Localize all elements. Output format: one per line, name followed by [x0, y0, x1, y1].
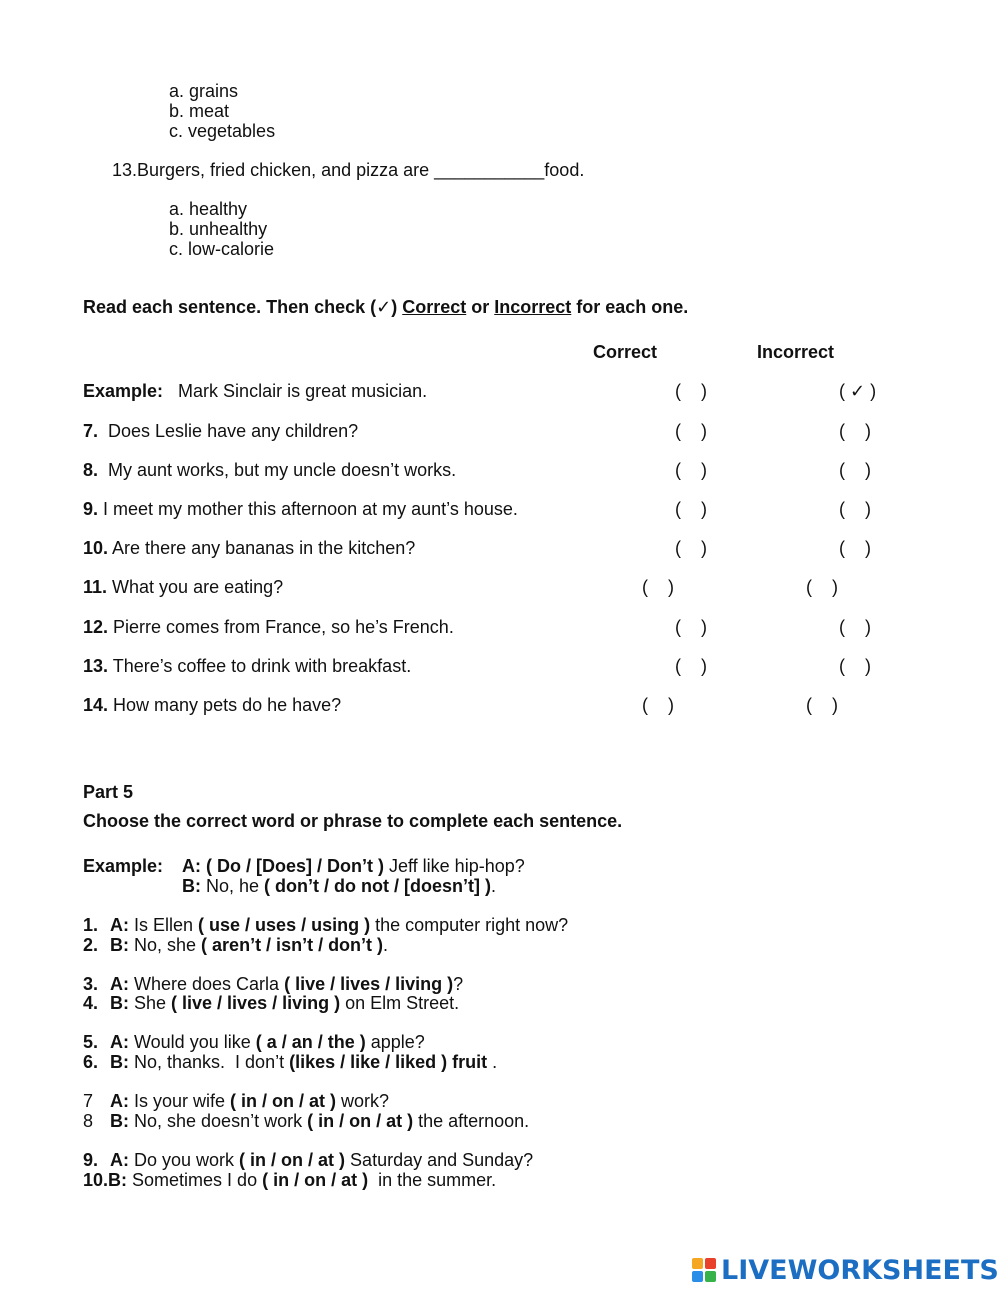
item-number: 3. — [83, 974, 99, 994]
speaker: A: — [110, 1091, 129, 1111]
logo-text: LIVEWORKSHEETS — [721, 1254, 999, 1286]
line-pre: Is your wife — [129, 1091, 231, 1111]
line-post: on Elm Street. — [340, 993, 460, 1013]
line-post: work? — [336, 1091, 390, 1111]
row-sentence: Pierre comes from France, so he’s French. — [108, 617, 454, 637]
choices[interactable]: ( in / on / at ) — [262, 1170, 369, 1190]
item-number: 4. — [83, 993, 99, 1013]
row-number: 14. — [83, 695, 109, 715]
q12-option-c: c. vegetables — [169, 121, 276, 141]
line-rest: . — [491, 876, 497, 896]
item-number: 9. — [83, 1150, 99, 1170]
q12-option-b: b. meat — [169, 101, 230, 121]
instruction-post: for each one. — [571, 297, 689, 317]
q12-option-a: a. grains — [169, 81, 239, 101]
check-row — [83, 421, 358, 441]
row-number: 7. — [83, 421, 99, 441]
incorrect-checkbox[interactable]: ( ) — [839, 538, 871, 558]
row-number: 11. — [83, 577, 108, 597]
choices[interactable]: ( in / on / at ) — [239, 1150, 346, 1170]
correct-checkbox[interactable]: ( ) — [675, 421, 707, 441]
incorrect-checkbox[interactable]: ( ✓ ) — [839, 381, 877, 401]
line-post: in the summer. — [368, 1170, 497, 1190]
speaker: B: — [110, 935, 129, 955]
dialogue-line — [83, 974, 463, 994]
speaker: B: — [182, 876, 201, 896]
choices[interactable]: ( in / on / at ) — [230, 1091, 337, 1111]
row-sentence: My aunt works, but my uncle doesn’t works. — [98, 460, 457, 480]
incorrect-checkbox[interactable]: ( ) — [839, 656, 871, 676]
line-pre: Where does Carla — [129, 974, 285, 994]
choices[interactable]: ( live / lives / living ) — [284, 974, 454, 994]
check-row — [83, 381, 427, 401]
row-number: 12. — [83, 617, 109, 637]
q13-option-a: a. healthy — [169, 199, 248, 219]
speaker: B: — [108, 1170, 128, 1190]
row-number: 13. — [83, 656, 109, 676]
line-post: . — [383, 935, 389, 955]
dialogue-line — [83, 1052, 497, 1072]
row-number: 8. — [83, 460, 99, 480]
q13-option-b: b. unhealthy — [169, 219, 268, 239]
check-row — [83, 695, 341, 715]
incorrect-checkbox[interactable]: ( ) — [839, 421, 871, 441]
instruction-pre: Read each sentence. Then check (✓) — [83, 297, 403, 317]
dialogue-line — [83, 1111, 529, 1131]
dialogue-line — [83, 915, 568, 935]
line-rest: Jeff like hip-hop? — [383, 856, 525, 876]
choices: ( Do / [Does] / Don’t ) — [201, 856, 384, 876]
choices[interactable]: ( aren’t / isn’t / don’t ) — [201, 935, 384, 955]
speaker: A: — [182, 856, 201, 876]
line-pre: Do you work — [129, 1150, 240, 1170]
speaker: A: — [110, 974, 129, 994]
incorrect-checkbox[interactable]: ( ) — [839, 617, 871, 637]
incorrect-checkbox[interactable]: ( ) — [839, 499, 871, 519]
logo-squares-icon — [692, 1258, 716, 1282]
part5-instruction: Choose the correct word or phrase to complete each sentence. — [83, 811, 623, 831]
choices[interactable]: ( a / an / the ) — [255, 1032, 366, 1052]
liveworksheets-logo — [692, 1255, 999, 1285]
line-pre: She — [129, 993, 172, 1013]
row-sentence: Does Leslie have any children? — [98, 421, 359, 441]
incorrect-checkbox[interactable]: ( ) — [806, 577, 838, 597]
line-post: ? — [453, 974, 464, 994]
column-header-incorrect: Incorrect — [757, 342, 835, 362]
correct-checkbox[interactable]: ( ) — [675, 499, 707, 519]
speaker: A: — [110, 915, 129, 935]
example-line-a — [182, 856, 525, 876]
line-pre: Would you like — [129, 1032, 256, 1052]
speaker: A: — [110, 1032, 129, 1052]
q13-question — [112, 160, 584, 180]
correct-checkbox[interactable]: ( ) — [675, 381, 707, 401]
item-number: 7 — [83, 1091, 94, 1111]
check-row — [83, 577, 283, 597]
incorrect-checkbox[interactable]: ( ) — [839, 460, 871, 480]
line-post: the computer right now? — [370, 915, 569, 935]
check-row — [83, 538, 415, 558]
line-post: . — [487, 1052, 498, 1072]
q13-text: Burgers, fried chicken, and pizza are ___________food. — [137, 160, 585, 180]
line-pre: No, he — [201, 876, 265, 896]
instruction-or: or — [466, 297, 495, 317]
dialogue-line — [83, 1150, 533, 1170]
q13-option-c: c. low-calorie — [169, 239, 275, 259]
dialogue-line — [83, 1170, 496, 1190]
speaker: B: — [110, 1052, 129, 1072]
correct-checkbox[interactable]: ( ) — [675, 656, 707, 676]
choices[interactable]: ( in / on / at ) — [307, 1111, 414, 1131]
dialogue-line — [83, 993, 459, 1013]
line-pre: No, she — [129, 935, 202, 955]
column-header-correct: Correct — [593, 342, 658, 362]
instruction-incorrect-word: Incorrect — [494, 297, 572, 317]
line-post: apple? — [365, 1032, 425, 1052]
correct-checkbox[interactable]: ( ) — [675, 538, 707, 558]
item-number: 8 — [83, 1111, 94, 1131]
item-number: 1. — [83, 915, 99, 935]
line-pre: No, thanks. I don’t — [129, 1052, 290, 1072]
row-sentence: There’s coffee to drink with breakfast. — [108, 656, 412, 676]
row-sentence: I meet my mother this afternoon at my aunt’s house. — [98, 499, 518, 519]
instruction-correct-word: Correct — [402, 297, 467, 317]
check-row — [83, 656, 411, 676]
row-sentence: Mark Sinclair is great musician. — [163, 381, 428, 401]
example-label: Example: — [83, 856, 164, 876]
row-number: 10. — [83, 538, 109, 558]
item-number: 6. — [83, 1052, 99, 1072]
choices[interactable]: (likes / like / liked ) fruit — [289, 1052, 488, 1072]
correct-checkbox[interactable]: ( ) — [642, 695, 674, 715]
line-pre: Sometimes I do — [127, 1170, 263, 1190]
row-number: 9. — [83, 499, 99, 519]
check-row — [83, 499, 518, 519]
check-row — [83, 617, 454, 637]
choices: ( don’t / do not / [doesn’t] ) — [264, 876, 491, 896]
correct-checkbox[interactable]: ( ) — [642, 577, 674, 597]
dialogue-line — [83, 935, 388, 955]
row-sentence: Are there any bananas in the kitchen? — [108, 538, 416, 558]
choices[interactable]: ( live / lives / living ) — [171, 993, 341, 1013]
check-row — [83, 460, 456, 480]
item-number: 2. — [83, 935, 99, 955]
item-number: 5. — [83, 1032, 99, 1052]
correct-checkbox[interactable]: ( ) — [675, 617, 707, 637]
part4-instruction — [83, 297, 688, 317]
speaker: B: — [110, 993, 129, 1013]
line-pre: Is Ellen — [129, 915, 199, 935]
choices[interactable]: ( use / uses / using ) — [198, 915, 371, 935]
line-pre: No, she doesn’t work — [129, 1111, 308, 1131]
line-post: the afternoon. — [413, 1111, 530, 1131]
line-post: Saturday and Sunday? — [345, 1150, 534, 1170]
dialogue-line — [83, 1091, 389, 1111]
speaker: B: — [110, 1111, 129, 1131]
incorrect-checkbox[interactable]: ( ) — [806, 695, 838, 715]
q13-number: 13. — [112, 160, 138, 180]
row-sentence: How many pets do he have? — [108, 695, 342, 715]
part5-title: Part 5 — [83, 782, 134, 802]
row-number: Example: — [83, 381, 164, 401]
correct-checkbox[interactable]: ( ) — [675, 460, 707, 480]
speaker: A: — [110, 1150, 129, 1170]
example-line-b — [182, 876, 496, 896]
dialogue-line — [83, 1032, 425, 1052]
item-number: 10. — [83, 1170, 109, 1190]
row-sentence: What you are eating? — [107, 577, 284, 597]
